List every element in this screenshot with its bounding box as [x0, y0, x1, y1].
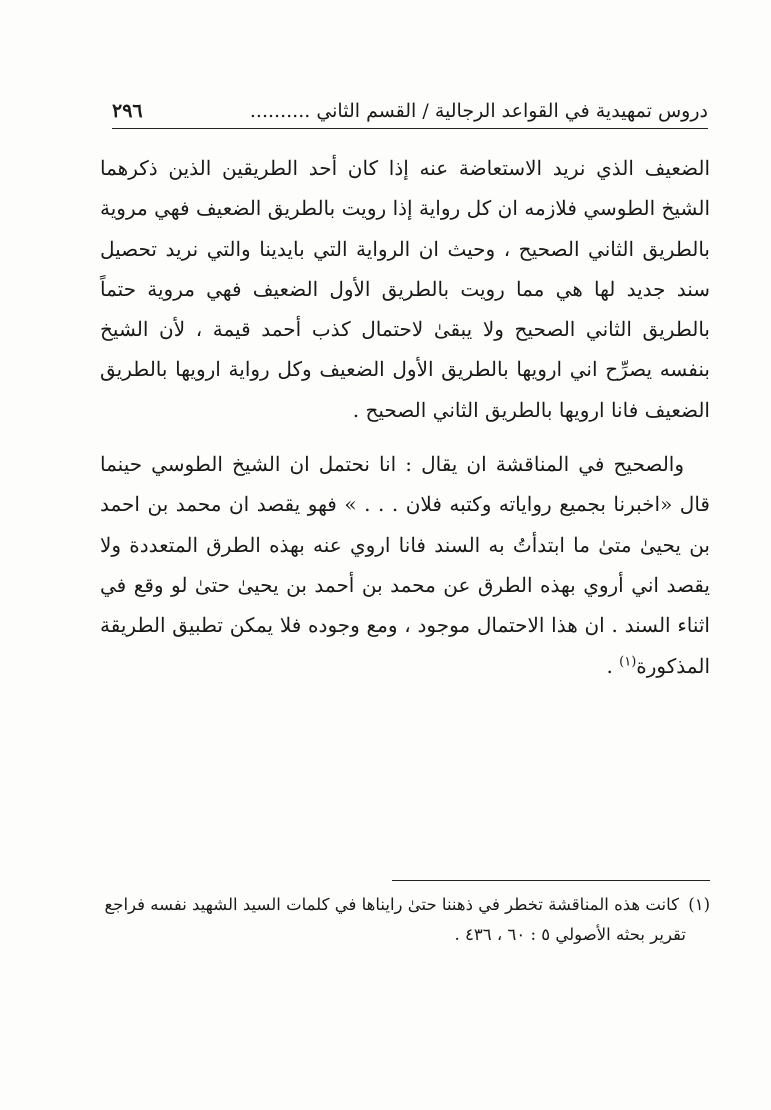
footnote-divider	[392, 880, 710, 881]
footnote-line	[98, 890, 710, 920]
paragraph	[100, 444, 710, 686]
paragraph-end: .	[606, 653, 620, 678]
footnote-citation: تقرير بحثه الأصولي ٥ : ٦٠ ، ٤٣٦ .	[454, 925, 686, 944]
footnote-text: كانت هذه المناقشة تخطر في ذهننا حتىٰ رايناها في كلمات السيد الشهيد نفسه فراجع	[104, 895, 679, 914]
footnote-reference[interactable]: (١)	[619, 653, 637, 669]
page-number: ٢٩٦	[112, 100, 143, 122]
running-title: دروس تمهيدية في القواعد الرجالية / القسم الثاني .....	[250, 100, 708, 122]
main-text	[100, 148, 710, 686]
paragraph-text: والصحيح في المناقشة ان يقال : انا نحتمل ان الشيخ الطوسي حينما قال «اخبرنا بجميع رواياته وكتبه فلان . . . » فهو يقصد ان محمد بن احمد بن يحيىٰ متىٰ ما ابتدأتُ به السند فانا اروي عنه بهذه الطرق المتعددة ولا يقصد اني أروي بهذه الطرق عن محمد بن أحمد بن يحيىٰ حتىٰ لو وقع في اثناء السند . ان هذا الاحتمال موجود ، ومع وجوده فلا يمكن تطبيق الطريقة المذكورة	[100, 452, 710, 678]
running-header	[112, 94, 708, 129]
footnote	[98, 890, 710, 950]
paragraph-text: الضعيف الذي نريد الاستعاضة عنه إذا كان أحد الطريقين الذين ذكرهما الشيخ الطوسي فلازمه ان كل رواية إذا رويت بالطريق الضعيف فهي مروية بالطريق الثاني الصحيح ، وحيث ان الرواية التي بايدينا والتي نريد تحصيل سند جديد لها هي مما رويت بالطريق الأول الضعيف فهي مروية حتماً بالطريق الثاني الصحيح ولا يبقىٰ لاحتمال كذب أحمد قيمة ، لأن الشيخ بنفسه يصرِّح اني ارويها بالطريق الأول الضعيف وكل رواية ارويها بالطريق الضعيف فانا ارويها بالطريق الثاني الصحيح .	[100, 156, 710, 422]
footnote-number: (١)	[688, 895, 710, 914]
paragraph	[100, 148, 710, 430]
footnote-continuation	[98, 920, 710, 950]
